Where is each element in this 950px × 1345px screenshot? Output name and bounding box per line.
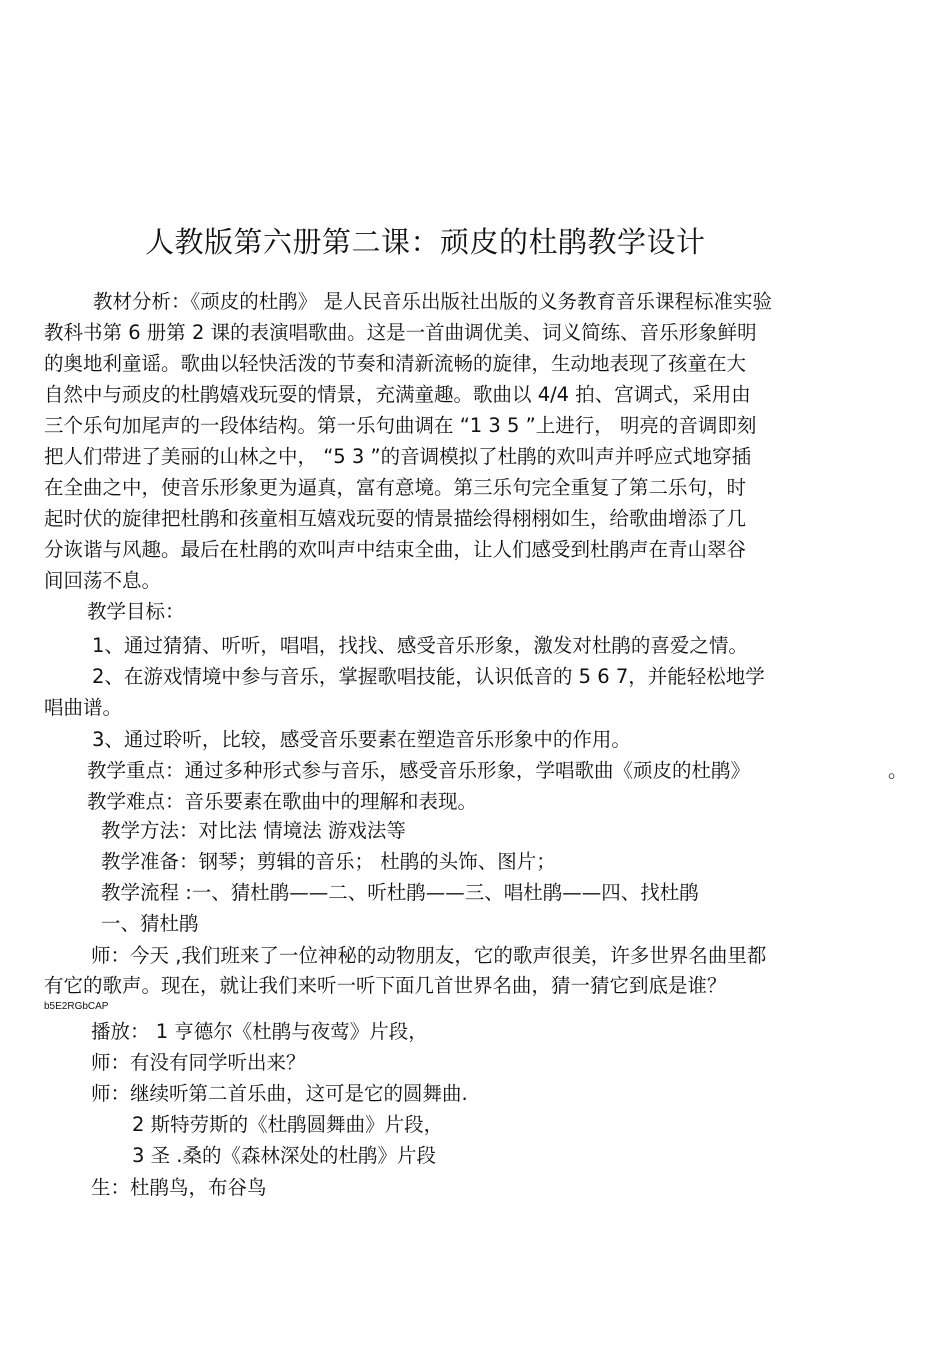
dialogue-line: 师：今天 ,我们班来了一位神秘的动物朋友，它的歌声很美，许多世界名曲里都 bbox=[91, 944, 767, 967]
key-point: 教学重点：通过多种形式参与音乐，感受音乐形象，学唱歌曲《顽皮的杜鹃》 bbox=[87, 759, 751, 782]
goal-item: 3、通过聆听，比较，感受音乐要素在塑造音乐形象中的作用。 bbox=[92, 728, 631, 751]
analysis-line: 教材分析：《顽皮的杜鹃》 是人民音乐出版社出版的义务教育音乐课程标准实验 bbox=[93, 290, 772, 313]
dialogue-line: 2 斯特劳斯的《杜鹃圆舞曲》片段， bbox=[132, 1113, 444, 1136]
analysis-line: 间回荡不息。 bbox=[44, 569, 162, 592]
analysis-line: 三个乐句加尾声的一段体结构。第一乐句曲调在 “1 3 5 ”上进行， 明亮的音调即刻 bbox=[44, 414, 757, 437]
dialogue-line: 播放： 1 亨德尔《杜鹃与夜莺》片段， bbox=[91, 1020, 428, 1043]
dialogue-line: 有它的歌声。现在，就让我们来听一听下面几首世界名曲，猜一猜它到底是谁？ bbox=[44, 974, 727, 997]
teaching-flow: 教学流程 :一、猜杜鹃——二、听杜鹃——三、唱杜鹃——四、找杜鹃 bbox=[101, 881, 699, 904]
key-point-end: 。 bbox=[888, 759, 908, 782]
analysis-line: 分诙谐与风趣。最后在杜鹃的欢叫声中结束全曲，让人们感受到杜鹃声在青山翠谷 bbox=[44, 538, 747, 561]
analysis-line: 把人们带进了美丽的山林之中， “5 3 ”的音调模拟了杜鹃的欢叫声并呼应式地穿插 bbox=[44, 445, 752, 468]
goal-item: 2、在游戏情境中参与音乐，掌握歌唱技能，认识低音的 5 6 7，并能轻松地学 bbox=[92, 665, 765, 688]
dialogue-line: 3 圣 .桑的《森林深处的杜鹃》片段 bbox=[132, 1144, 437, 1167]
analysis-line: 教科书第 6 册第 2 课的表演唱歌曲。这是一首曲调优美、词义简练、音乐形象鲜明 bbox=[44, 321, 757, 344]
analysis-line: 的奥地利童谣。歌曲以轻快活泼的节奏和清新流畅的旋律，生动地表现了孩童在大 bbox=[44, 352, 747, 375]
analysis-line: 在全曲之中，使音乐形象更为逼真，富有意境。第三乐句完全重复了第二乐句，时 bbox=[44, 476, 747, 499]
teaching-preparation: 教学准备：钢琴；剪辑的音乐； 杜鹃的头饰、图片； bbox=[101, 850, 556, 873]
section-heading: 一、猜杜鹃 bbox=[101, 912, 199, 935]
teaching-method: 教学方法：对比法 情境法 游戏法等 bbox=[101, 819, 406, 842]
goals-heading: 教学目标： bbox=[87, 600, 185, 623]
goal-item: 1、通过猜猜、听听，唱唱，找找、感受音乐形象，激发对杜鹃的喜爱之情。 bbox=[92, 634, 748, 657]
watermark-code: b5E2RGbCAP bbox=[44, 1001, 109, 1012]
difficulty: 教学难点：音乐要素在歌曲中的理解和表现。 bbox=[87, 790, 478, 813]
document-title: 人教版第六册第二课：顽皮的杜鹃教学设计 bbox=[145, 225, 706, 259]
goal-item-continued: 唱曲谱。 bbox=[44, 696, 123, 719]
dialogue-line: 师：继续听第二首乐曲，这可是它的圆舞曲. bbox=[91, 1082, 468, 1105]
analysis-line: 起时伏的旋律把杜鹃和孩童相互嬉戏玩耍的情景描绘得栩栩如生，给歌曲增添了几 bbox=[44, 507, 747, 530]
dialogue-line: 生：杜鹃鸟，布谷鸟 bbox=[91, 1176, 267, 1199]
dialogue-line: 师：有没有同学听出来？ bbox=[91, 1051, 306, 1074]
analysis-line: 自然中与顽皮的杜鹃嬉戏玩耍的情景，充满童趣。歌曲以 4/4 拍、宫调式，采用由 bbox=[44, 383, 751, 406]
